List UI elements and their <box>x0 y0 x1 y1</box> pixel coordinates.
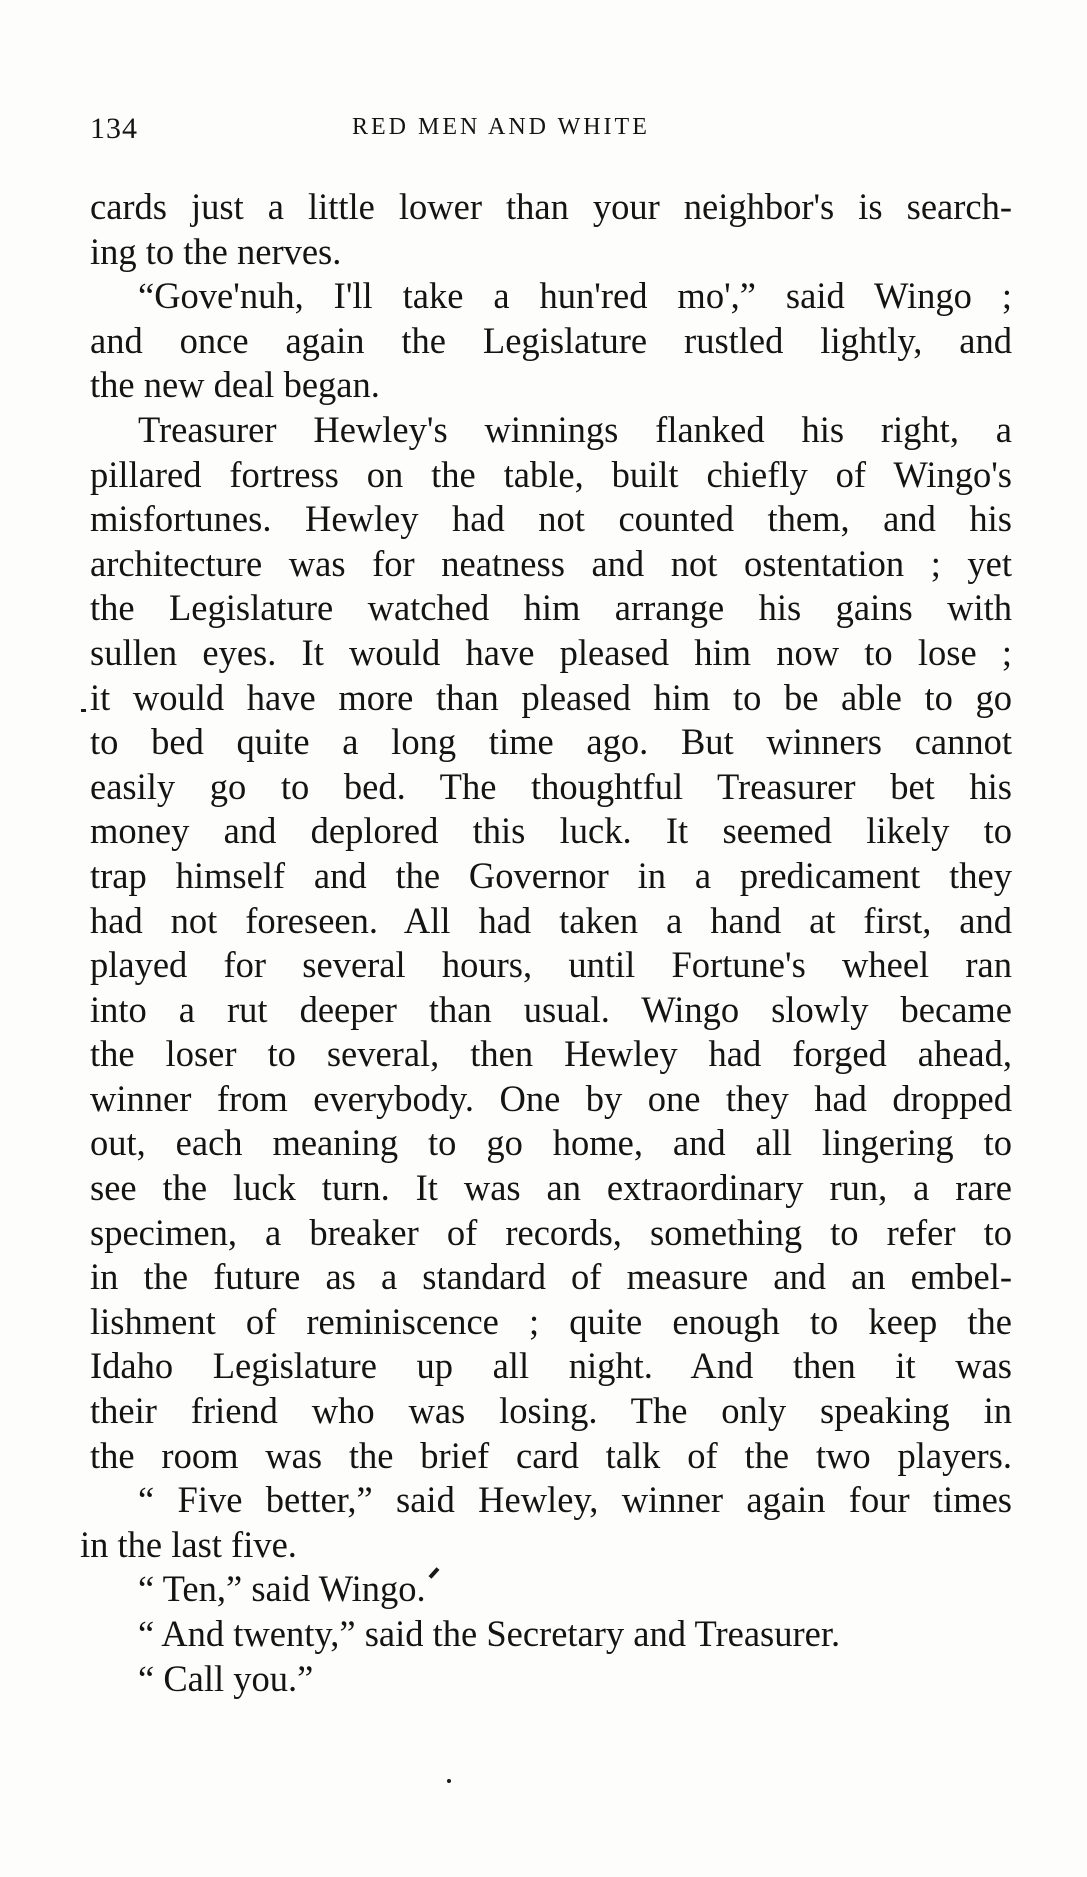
text-line: in the future as a standard of measure and an embel- <box>90 1256 1012 1298</box>
print-speck <box>447 1779 451 1783</box>
text-line: architecture was for neatness and not ostentation ; yet <box>90 542 1012 584</box>
body-text <box>80 185 1012 1701</box>
text-line: “ Five better,” said Hewley, winner again four times <box>138 1479 1012 1521</box>
text-line: “Gove'nuh, I'll take a hun'red mo',” said Wingo ; <box>138 275 1012 317</box>
text-line: pillared fortress on the table, built chiefly of Wingo's <box>90 453 1012 495</box>
text-line: played for several hours, until Fortune's wheel ran <box>90 944 1012 986</box>
text-line: the loser to several, then Hewley had forged ahead, <box>90 1033 1012 1075</box>
text-line: winner from everybody. One by one they had dropped <box>90 1077 1012 1119</box>
text-line: “ And twenty,” said the Secretary and Treasurer. <box>138 1613 841 1654</box>
text-line: specimen, a breaker of records, something to refer to <box>90 1211 1012 1253</box>
text-line: ing to the nerves. <box>90 230 342 272</box>
text-line: “ Ten,” said Wingo. <box>138 1568 426 1610</box>
text-line: Idaho Legislature up all night. And then it was <box>90 1345 1012 1387</box>
text-line: had not foreseen. All had taken a hand at first, and <box>90 899 1012 941</box>
text-line: the room was the brief card talk of the two players. <box>90 1434 1012 1476</box>
text-line: into a rut deeper than usual. Wingo slowly became <box>90 988 1012 1030</box>
page-number: 134 <box>90 112 138 145</box>
running-title: RED MEN AND WHITE <box>352 114 650 140</box>
text-line: trap himself and the Governor in a predicament they <box>90 854 1012 896</box>
text-line: in the last five. <box>80 1523 297 1565</box>
text-line: sullen eyes. It would have pleased him now to lose ; <box>90 631 1012 673</box>
text-line: see the luck turn. It was an extraordinary run, a rare <box>90 1167 1012 1209</box>
text-line: and once again the Legislature rustled lightly, and <box>90 319 1012 361</box>
print-speck <box>81 709 86 712</box>
text-line: out, each meaning to go home, and all lingering to <box>90 1122 1012 1164</box>
running-head <box>90 112 1012 152</box>
text-line: it would have more than pleased him to be able to go <box>90 676 1012 718</box>
text-line: lishment of reminiscence ; quite enough to keep the <box>90 1300 1012 1342</box>
text-line: the Legislature watched him arrange his gains with <box>90 587 1012 629</box>
text-line: money and deplored this luck. It seemed likely to <box>90 810 1012 852</box>
text-line: the new deal began. <box>90 364 380 406</box>
text-line: their friend who was losing. The only speaking in <box>90 1390 1012 1432</box>
text-line: easily go to bed. The thoughtful Treasurer bet his <box>90 765 1012 807</box>
text-line: “ Call you.” <box>138 1657 314 1699</box>
text-line: to bed quite a long time ago. But winners cannot <box>90 721 1012 763</box>
text-line: misfortunes. Hewley had not counted them, and his <box>90 498 1012 540</box>
text-line: Treasurer Hewley's winnings flanked his right, a <box>138 408 1012 450</box>
text-line: cards just a little lower than your neighbor's is search- <box>90 186 1012 227</box>
